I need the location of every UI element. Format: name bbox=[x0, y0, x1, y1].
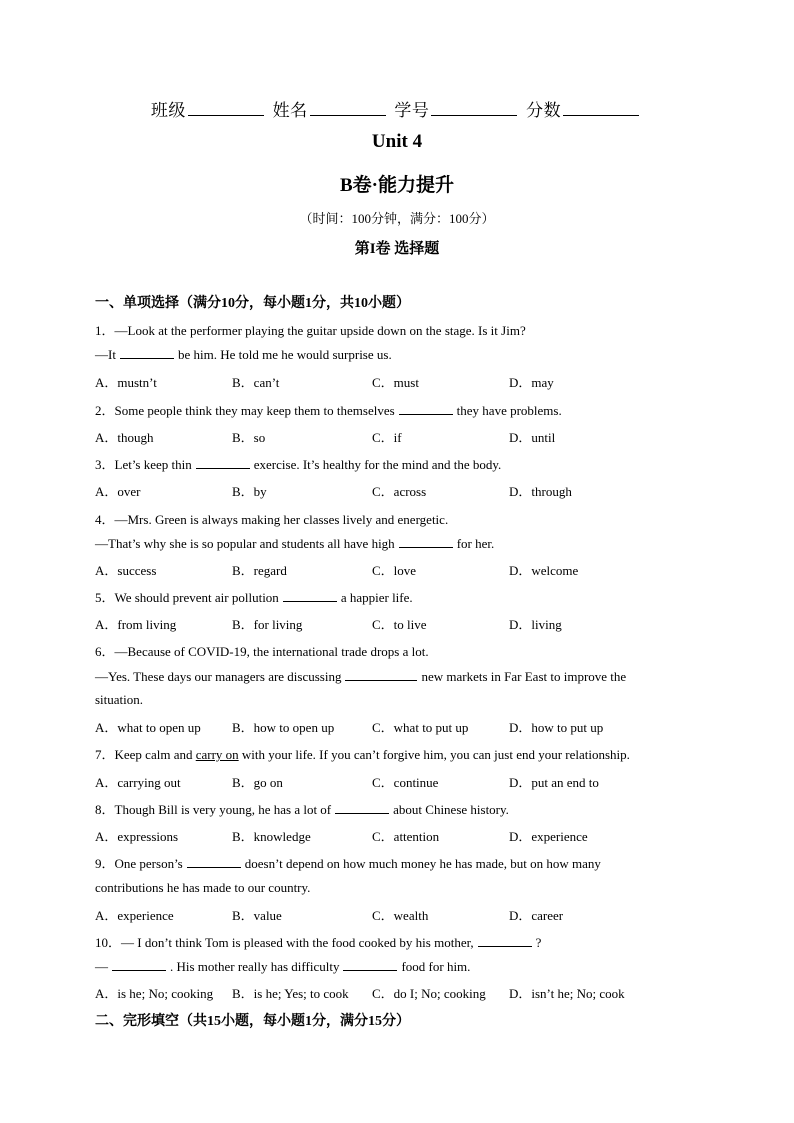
option-b: B．can’t bbox=[232, 375, 280, 390]
option-d: D．living bbox=[509, 617, 562, 632]
option-a: A．carrying out bbox=[95, 775, 181, 790]
option-a: A．expressions bbox=[95, 829, 179, 844]
option-b: B．is he; Yes; to cook bbox=[232, 986, 349, 1001]
answer-blank bbox=[120, 346, 174, 359]
option-c: C．continue bbox=[372, 775, 439, 790]
option-b: B．by bbox=[232, 484, 267, 499]
question-10-line2: — . His mother really has difficulty food for him. bbox=[95, 959, 471, 974]
option-d: D．experience bbox=[509, 829, 588, 844]
answer-blank bbox=[283, 589, 337, 602]
question-7-line1: 7．Keep calm and carry on with your life. If you can’t forgive him, you can just end your relationship. bbox=[95, 747, 630, 762]
id-label: 学号 bbox=[394, 101, 430, 120]
section1-heading: 一、单项选择（满分10分，每小题1分，共10小题） bbox=[95, 296, 410, 311]
question-9-line2: contributions he has made to our country. bbox=[95, 880, 311, 895]
option-d: D．put an end to bbox=[509, 775, 599, 790]
unit-title: Unit 4 bbox=[371, 131, 423, 152]
option-a: A．mustn’t bbox=[95, 375, 157, 390]
option-c: C．love bbox=[372, 563, 417, 578]
option-d: D．how to put up bbox=[509, 720, 604, 735]
option-b: B．so bbox=[232, 430, 266, 445]
answer-blank bbox=[478, 934, 532, 947]
section2-heading: 二、完形填空（共15小题，每小题1分，满分15分） bbox=[95, 1014, 410, 1029]
name-blank bbox=[310, 99, 386, 116]
question-10-line1: 10．— I don’t think Tom is pleased with the food cooked by his mother, ? bbox=[95, 935, 542, 950]
option-c: C．across bbox=[372, 484, 427, 499]
option-b: B．for living bbox=[232, 617, 303, 632]
class-label: 班级 bbox=[150, 101, 186, 120]
option-d: D．welcome bbox=[509, 563, 579, 578]
option-b: B．knowledge bbox=[232, 829, 311, 844]
answer-blank bbox=[196, 456, 250, 469]
answer-blank bbox=[335, 801, 389, 814]
answer-blank bbox=[345, 668, 417, 681]
option-a: A．what to open up bbox=[95, 720, 201, 735]
option-a: A．experience bbox=[95, 908, 174, 923]
class-blank bbox=[188, 99, 264, 116]
question-2-line1: 2．Some people think they may keep them to themselves they have problems. bbox=[95, 403, 562, 418]
option-d: D．through bbox=[509, 484, 572, 499]
option-d: D．career bbox=[509, 908, 564, 923]
answer-blank bbox=[187, 855, 241, 868]
score-label: 分数 bbox=[526, 101, 562, 120]
option-d: D．may bbox=[509, 375, 554, 390]
student-info-line bbox=[0, 96, 794, 121]
answer-blank bbox=[343, 958, 397, 971]
option-b: B．go on bbox=[232, 775, 283, 790]
id-blank bbox=[431, 99, 517, 116]
option-c: C．if bbox=[372, 430, 402, 445]
name-label: 姓名 bbox=[272, 101, 308, 120]
option-c: C．what to put up bbox=[372, 720, 469, 735]
option-b: B．regard bbox=[232, 563, 287, 578]
option-a: A．success bbox=[95, 563, 157, 578]
volume-title: 第I卷 选择题 bbox=[354, 241, 440, 257]
question-1-line1: 1．—Look at the performer playing the guitar upside down on the stage. Is it Jim? bbox=[95, 323, 526, 338]
option-c: C．do I; No; cooking bbox=[372, 986, 486, 1001]
option-c: C．to live bbox=[372, 617, 427, 632]
option-a: A．over bbox=[95, 484, 141, 499]
question-4-line2: —That’s why she is so popular and students all have high for her. bbox=[95, 536, 495, 551]
option-a: A．is he; No; cooking bbox=[95, 986, 214, 1001]
question-6-line1: 6．—Because of COVID-19, the international trade drops a lot. bbox=[95, 644, 429, 659]
answer-blank bbox=[399, 402, 453, 415]
option-d: D．until bbox=[509, 430, 556, 445]
option-b: B．how to open up bbox=[232, 720, 335, 735]
option-a: A．though bbox=[95, 430, 154, 445]
question-6-line3: situation. bbox=[95, 692, 144, 707]
option-c: C．attention bbox=[372, 829, 440, 844]
question-3-line1: 3．Let’s keep thin exercise. It’s healthy for the mind and the body. bbox=[95, 457, 502, 472]
option-c: C．wealth bbox=[372, 908, 429, 923]
option-a: A．from living bbox=[95, 617, 177, 632]
answer-blank bbox=[112, 958, 166, 971]
score-blank bbox=[563, 99, 639, 116]
option-b: B．value bbox=[232, 908, 282, 923]
option-c: C．must bbox=[372, 375, 419, 390]
question-5-line1: 5．We should prevent air pollution a happier life. bbox=[95, 590, 413, 605]
option-d: D．isn’t he; No; cook bbox=[509, 986, 625, 1001]
question-6-line2: —Yes. These days our managers are discussing new markets in Far East to improve the bbox=[95, 669, 627, 684]
answer-blank bbox=[399, 535, 453, 548]
time-note: （时间：100分钟，满分：100分） bbox=[299, 211, 495, 226]
question-4-line1: 4．—Mrs. Green is always making her classes lively and energetic. bbox=[95, 512, 449, 527]
underlined-phrase: carry on bbox=[195, 747, 239, 762]
question-9-line1: 9．One person’s doesn’t depend on how much money he has made, but on how many bbox=[95, 856, 601, 871]
question-8-line1: 8．Though Bill is very young, he has a lot of about Chinese history. bbox=[95, 802, 509, 817]
question-1-line2: —It be him. He told me he would surprise us. bbox=[95, 347, 392, 362]
paper-title: B卷·能力提升 bbox=[339, 175, 454, 196]
